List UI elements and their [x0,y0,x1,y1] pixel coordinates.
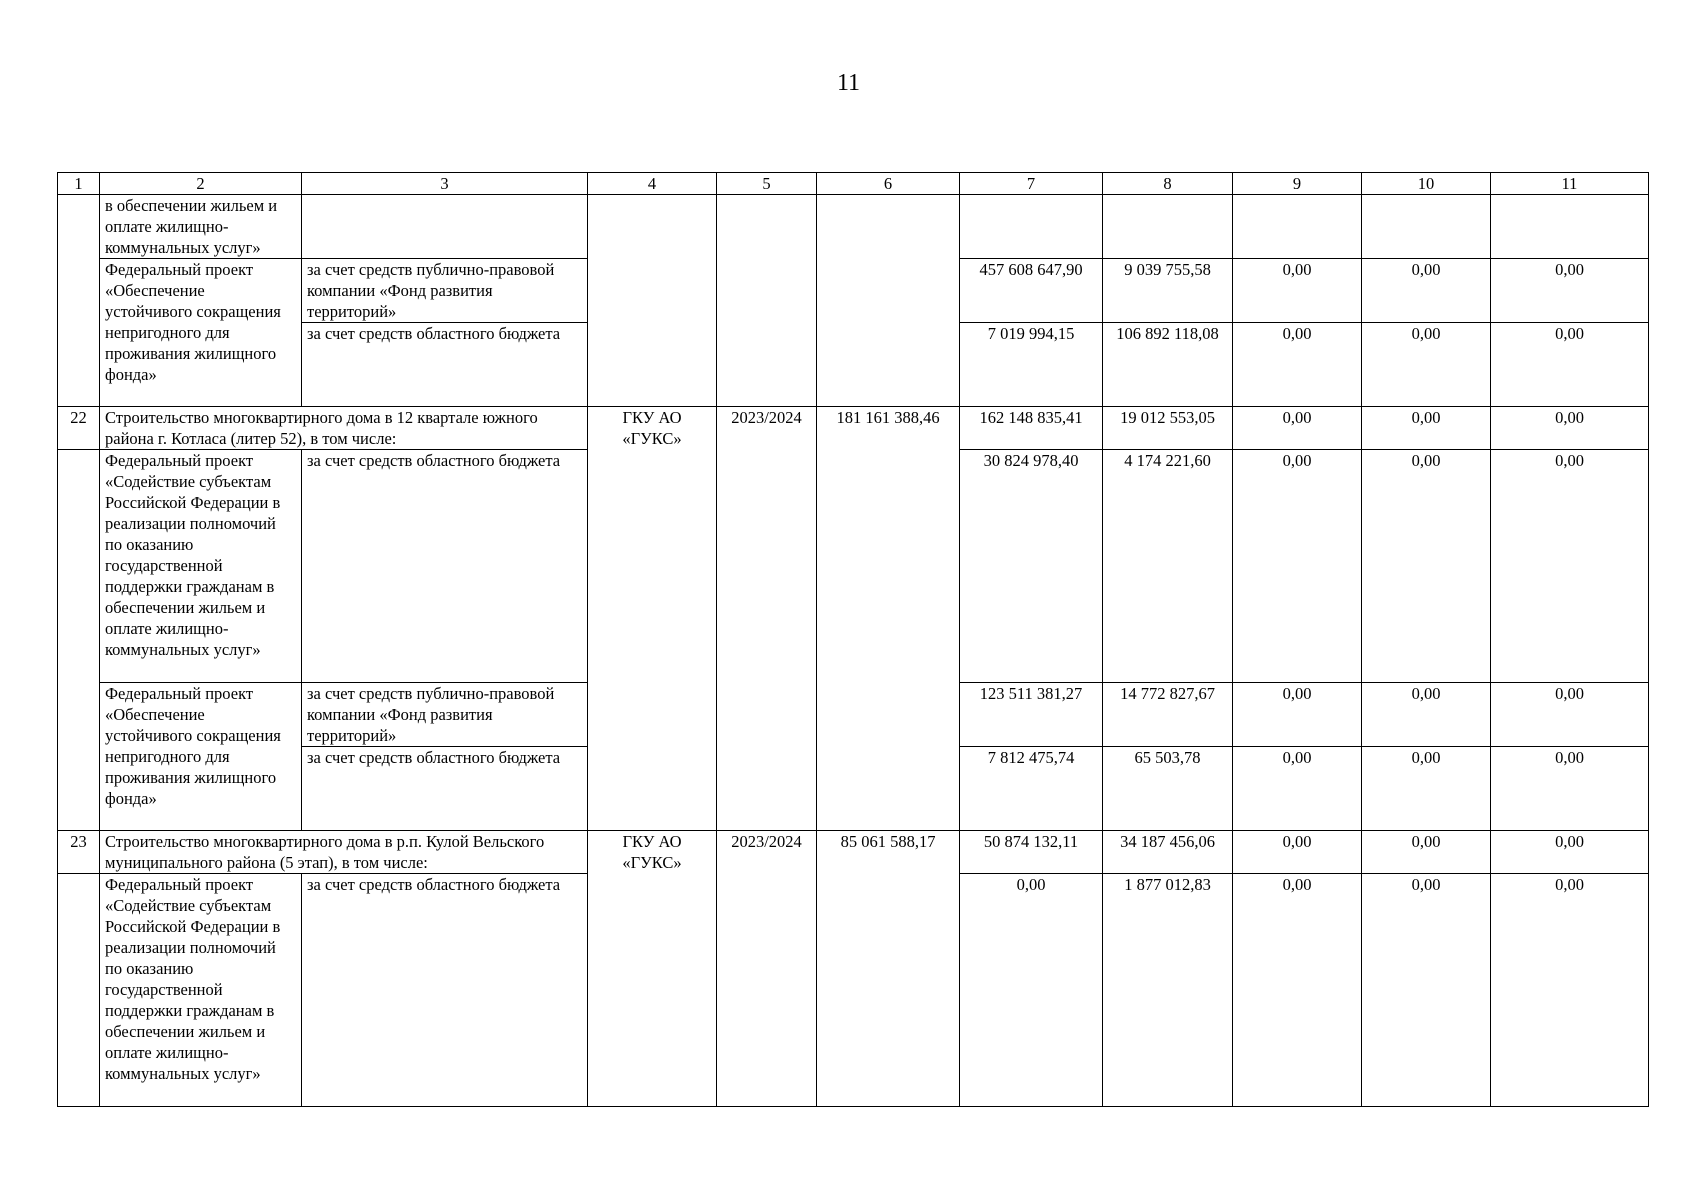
period-cell: 2023/2024 [717,407,817,831]
column-header: 6 [817,173,960,195]
value-cell [1491,195,1649,259]
total-cell: 181 161 388,46 [817,407,960,831]
value-cell: 0,00 [1362,450,1491,683]
column-header: 5 [717,173,817,195]
value-cell: 0,00 [1491,874,1649,1107]
row-number-cell [58,450,100,831]
funding-source-cell: за счет средств областного бюджета [302,323,588,407]
value-cell: 0,00 [1233,259,1362,323]
executor-cell: ГКУ АО «ГУКС» [588,407,717,831]
table-header-row [58,173,1649,195]
value-cell: 0,00 [1233,450,1362,683]
value-cell: 0,00 [1362,407,1491,450]
row-number-cell: 23 [58,831,100,874]
value-cell: 123 511 381,27 [960,683,1103,747]
column-header: 4 [588,173,717,195]
period-cell [717,195,817,407]
column-header: 7 [960,173,1103,195]
value-cell: 0,00 [1362,747,1491,831]
value-cell: 0,00 [1233,874,1362,1107]
executor-cell [588,195,717,407]
value-cell: 65 503,78 [1103,747,1233,831]
funding-source-cell: за счет средств областного бюджета [302,874,588,1107]
value-cell: 0,00 [1233,683,1362,747]
object-title-cell: Строительство многоквартирного дома в 12 квартале южного района г. Котласа (литер 52), в том числе: [100,407,588,450]
column-header: 2 [100,173,302,195]
value-cell: 457 608 647,90 [960,259,1103,323]
period-cell: 2023/2024 [717,831,817,1107]
table-row [58,831,1649,874]
budget-table [57,172,1649,1107]
column-header: 3 [302,173,588,195]
value-cell: 106 892 118,08 [1103,323,1233,407]
row-number-cell [58,874,100,1107]
value-cell: 9 039 755,58 [1103,259,1233,323]
value-cell [960,195,1103,259]
value-cell: 14 772 827,67 [1103,683,1233,747]
table-row [58,195,1649,259]
value-cell: 0,00 [1362,874,1491,1107]
value-cell: 0,00 [1233,407,1362,450]
value-cell: 0,00 [1362,259,1491,323]
project-name-cell: в обеспечении жильем и оплате жилищно-коммунальных услуг» [100,195,302,259]
value-cell: 7 812 475,74 [960,747,1103,831]
value-cell [1233,195,1362,259]
total-cell [817,195,960,407]
funding-source-cell: за счет средств областного бюджета [302,450,588,683]
value-cell: 162 148 835,41 [960,407,1103,450]
value-cell: 0,00 [1491,831,1649,874]
project-name-cell: Федеральный проект «Обеспечение устойчивого сокращения непригодного для проживания жилищного фонда» [100,683,302,831]
value-cell: 0,00 [1362,683,1491,747]
page-number: 11 [836,70,861,96]
value-cell: 0,00 [960,874,1103,1107]
value-cell [1103,195,1233,259]
value-cell: 0,00 [1491,683,1649,747]
value-cell: 0,00 [1491,323,1649,407]
value-cell [1362,195,1491,259]
value-cell: 50 874 132,11 [960,831,1103,874]
value-cell: 4 174 221,60 [1103,450,1233,683]
value-cell: 30 824 978,40 [960,450,1103,683]
column-header: 9 [1233,173,1362,195]
object-title-cell: Строительство многоквартирного дома в р.п. Кулой Вельского муниципального района (5 этап), в том числе: [100,831,588,874]
value-cell: 34 187 456,06 [1103,831,1233,874]
funding-source-cell: за счет средств областного бюджета [302,747,588,831]
value-cell: 7 019 994,15 [960,323,1103,407]
value-cell: 0,00 [1233,831,1362,874]
project-name-cell: Федеральный проект «Содействие субъектам Российской Федерации в реализации полномочий по оказанию государственной поддержки гражданам в обеспечении жильем и оплате жилищно-коммунальных услуг» [100,450,302,683]
value-cell: 1 877 012,83 [1103,874,1233,1107]
value-cell: 0,00 [1233,747,1362,831]
column-header: 8 [1103,173,1233,195]
value-cell: 0,00 [1362,323,1491,407]
executor-cell: ГКУ АО «ГУКС» [588,831,717,1107]
total-cell: 85 061 588,17 [817,831,960,1107]
value-cell: 0,00 [1491,747,1649,831]
funding-source-cell: за счет средств публично-правовой компании «Фонд развития территорий» [302,259,588,323]
value-cell: 0,00 [1362,831,1491,874]
project-name-cell: Федеральный проект «Обеспечение устойчивого сокращения непригодного для проживания жилищного фонда» [100,259,302,407]
column-header: 11 [1491,173,1649,195]
funding-source-cell [302,195,588,259]
column-header: 10 [1362,173,1491,195]
table-row [58,407,1649,450]
funding-source-cell: за счет средств публично-правовой компании «Фонд развития территорий» [302,683,588,747]
value-cell: 19 012 553,05 [1103,407,1233,450]
value-cell: 0,00 [1491,407,1649,450]
value-cell: 0,00 [1233,323,1362,407]
project-name-cell: Федеральный проект «Содействие субъектам Российской Федерации в реализации полномочий по оказанию государственной поддержки гражданам в обеспечении жильем и оплате жилищно-коммунальных услуг» [100,874,302,1107]
row-number-cell: 22 [58,407,100,450]
column-header: 1 [58,173,100,195]
value-cell: 0,00 [1491,259,1649,323]
row-number-cell [58,195,100,407]
value-cell: 0,00 [1491,450,1649,683]
